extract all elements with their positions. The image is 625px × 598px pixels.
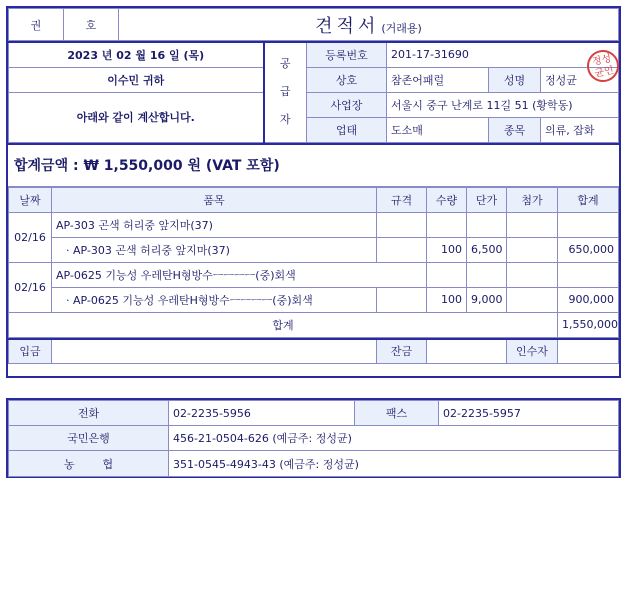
address-value: 서울시 중구 난계로 11길 51 (황학동) (387, 92, 619, 117)
company-label: 상호 (307, 67, 387, 92)
table-row (9, 262, 619, 287)
col-price: 단가 (467, 187, 507, 212)
bank2-label: 농 협 (9, 451, 169, 477)
row-qty: 100 (427, 287, 467, 312)
balance-field[interactable] (427, 339, 507, 364)
table-row (9, 212, 619, 237)
owner-name-label: 성명 (489, 67, 541, 92)
row-total: 900,000 (558, 287, 619, 312)
items-table (8, 187, 619, 338)
document-title (119, 9, 619, 41)
sum-value: 1,550,000 (558, 312, 619, 337)
business-type-value: 도소매 (387, 117, 489, 142)
fax-value: 02-2235-5957 (439, 401, 619, 426)
supplier-side-label (264, 42, 307, 142)
reg-number-label: 등록번호 (307, 42, 387, 67)
fax-label: 팩스 (355, 401, 439, 426)
business-item-label: 종목 (489, 117, 541, 142)
supplier-char-2: 급 (279, 85, 291, 99)
title-row (8, 8, 619, 41)
row-group-item: AP-303 곤색 허리중 앞지마(37) (52, 212, 377, 237)
deposit-label: 입금 (9, 339, 52, 364)
row-detail-item: · AP-0625 기능성 우레탄H형방수ㅡㅡㅡㅡ(중)회색 (52, 287, 377, 312)
supplier-char-1: 공 (279, 57, 291, 71)
row-price: 9,000 (467, 287, 507, 312)
info-block (8, 41, 619, 143)
total-amount: 합계금액 : ₩ 1,550,000 원 (VAT 포함) (8, 143, 619, 187)
sum-row (9, 312, 619, 337)
bank1-value: 456-21-0504-626 (예금주: 정성균) (169, 426, 619, 451)
ho-label: 호 (64, 9, 119, 41)
contact-table (8, 400, 619, 477)
row-date: 02/16 (9, 262, 52, 312)
receiver-label: 인수자 (507, 339, 558, 364)
col-total: 합계 (558, 187, 619, 212)
row-qty: 100 (427, 237, 467, 262)
title-text: 견적서 (315, 15, 380, 37)
row-price: 6,500 (467, 237, 507, 262)
payment-row (8, 338, 619, 365)
deposit-field[interactable] (52, 339, 377, 364)
receiver-field[interactable] (558, 339, 619, 364)
estimate-date: 2023 년 02 월 16 일 (목) (9, 42, 264, 67)
col-date: 날짜 (9, 187, 52, 212)
recipient: 이수민 귀하 (9, 67, 264, 92)
business-item-value: 의류, 잡화 (541, 117, 619, 142)
balance-label: 잔금 (377, 339, 427, 364)
bank2-value: 351-0545-4943-43 (예금주: 정성균) (169, 451, 619, 477)
owner-name-value: 정성균 (541, 67, 619, 92)
row-total: 650,000 (558, 237, 619, 262)
seal-glyph: 정성 균인 (591, 53, 615, 80)
business-type-label: 업태 (307, 117, 387, 142)
sum-label: 합계 (9, 312, 558, 337)
company-value: 참존어패럴 (387, 67, 489, 92)
estimate-message: 아래와 같이 계산합니다. (9, 92, 264, 142)
address-label: 사업장 (307, 92, 387, 117)
row-group-item: AP-0625 기능성 우레탄H형방수ㅡㅡㅡㅡ(중)회색 (52, 262, 427, 287)
title-subtext: (거래용) (381, 21, 422, 35)
supplier-char-3: 자 (279, 113, 291, 127)
reg-number-value: 201-17-31690 (387, 42, 619, 67)
contact-info (6, 398, 621, 478)
estimate-form (6, 6, 621, 378)
table-row (9, 237, 619, 262)
phone-label: 전화 (9, 401, 169, 426)
row-detail-item: · AP-303 곤색 허리중 앞지마(37) (52, 237, 377, 262)
kwon-label: 권 (9, 9, 64, 41)
bank1-label: 국민은행 (9, 426, 169, 451)
col-item: 품목 (52, 187, 377, 212)
col-spec: 규격 (377, 187, 427, 212)
col-extra: 첨가 (507, 187, 558, 212)
row-date: 02/16 (9, 212, 52, 262)
phone-value: 02-2235-5956 (169, 401, 355, 426)
table-row (9, 287, 619, 312)
col-qty: 수량 (427, 187, 467, 212)
